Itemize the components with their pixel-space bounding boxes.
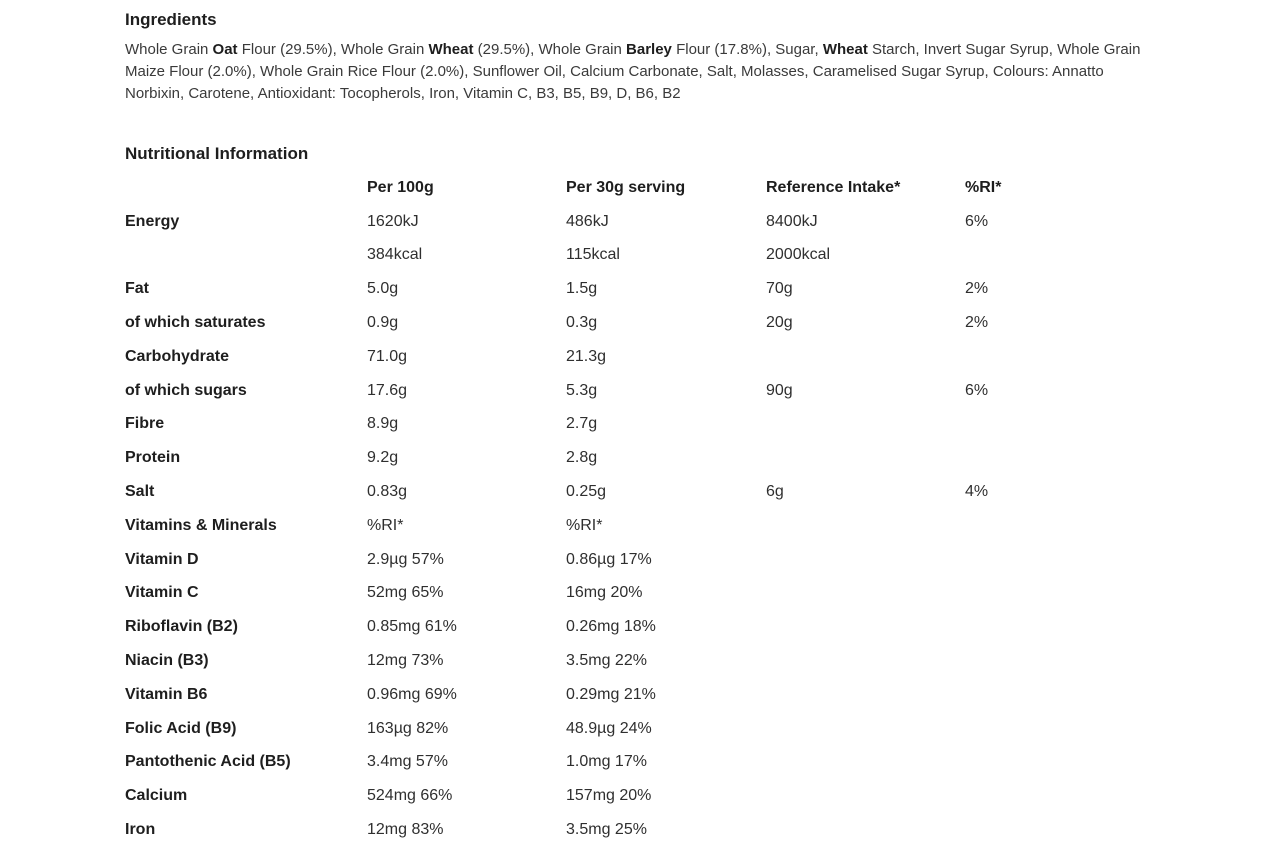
- nutrient-label: Niacin (B3): [125, 652, 209, 670]
- nutrition-table: [125, 171, 1065, 847]
- reference-intake-value: [766, 746, 965, 780]
- ri-percent-value: [965, 712, 1065, 746]
- per-serving-value: 0.86µg 17%: [566, 550, 652, 568]
- ri-percent-value: [965, 441, 1065, 475]
- reference-intake-value: [766, 509, 965, 543]
- ri-percent-value: 2%: [965, 314, 989, 332]
- column-header-per-serving: Per 30g serving: [566, 178, 686, 196]
- nutrient-label: Carbohydrate: [125, 347, 230, 365]
- nutrition-row: [125, 272, 1065, 306]
- ri-percent-value: 4%: [965, 483, 989, 501]
- per-100g-value: 524mg 66%: [367, 787, 453, 805]
- nutrition-row: [125, 712, 1065, 746]
- ri-percent-value: [965, 746, 1065, 780]
- ingredients-segment: Flour (29.5%), Whole Grain: [237, 41, 429, 58]
- per-100g-value: 5.0g: [367, 280, 399, 298]
- nutrition-row: [125, 306, 1065, 340]
- reference-intake-value: 2000kcal: [766, 246, 831, 264]
- nutrient-label: Vitamin C: [125, 584, 199, 602]
- nutrition-row: [125, 577, 1065, 611]
- reference-intake-value: [766, 644, 965, 678]
- nutrition-row: [125, 340, 1065, 374]
- per-serving-value: 2.7g: [566, 415, 598, 433]
- product-info-panel: [125, 10, 1225, 847]
- ri-percent-value: [965, 678, 1065, 712]
- reference-intake-value: 20g: [766, 314, 793, 332]
- reference-intake-value: [766, 543, 965, 577]
- reference-intake-value: 70g: [766, 280, 793, 298]
- per-100g-value: 0.96mg 69%: [367, 685, 457, 703]
- reference-intake-value: 90g: [766, 381, 793, 399]
- nutrient-label: Vitamins & Minerals: [125, 516, 277, 534]
- per-serving-value: 3.5mg 22%: [566, 652, 647, 670]
- ri-percent-value: 2%: [965, 280, 989, 298]
- nutrition-row: [125, 239, 1065, 273]
- nutrient-label: [125, 239, 367, 273]
- per-100g-value: 0.85mg 61%: [367, 618, 457, 636]
- allergen-word: Wheat: [822, 41, 868, 58]
- column-header-per-100g: Per 100g: [367, 178, 434, 196]
- per-serving-value: 1.5g: [566, 280, 598, 298]
- ri-percent-value: [965, 239, 1065, 273]
- per-serving-value: 0.25g: [566, 483, 607, 501]
- nutrient-label: Salt: [125, 483, 155, 501]
- per-100g-value: 12mg 73%: [367, 652, 444, 670]
- per-100g-value: 0.9g: [367, 314, 399, 332]
- ingredients-text: [125, 39, 1165, 105]
- nutrition-header-row: [125, 171, 1065, 205]
- nutrition-row: [125, 543, 1065, 577]
- ri-percent-value: [965, 408, 1065, 442]
- reference-intake-value: [766, 441, 965, 475]
- per-100g-value: 1620kJ: [367, 212, 419, 230]
- nutrition-row: [125, 644, 1065, 678]
- per-serving-value: 21.3g: [566, 347, 607, 365]
- nutrient-label: Fat: [125, 280, 149, 298]
- per-serving-value: 5.3g: [566, 381, 598, 399]
- per-serving-value: 2.8g: [566, 449, 598, 467]
- ingredients-segment: Whole Grain: [125, 41, 213, 58]
- per-serving-value: 0.29mg 21%: [566, 685, 656, 703]
- per-100g-value: 384kcal: [367, 246, 423, 264]
- per-100g-value: 71.0g: [367, 347, 408, 365]
- ri-percent-value: [965, 577, 1065, 611]
- per-100g-value: 12mg 83%: [367, 821, 444, 839]
- reference-intake-value: [766, 340, 965, 374]
- nutrient-label: Energy: [125, 212, 180, 230]
- ri-percent-value: [965, 813, 1065, 847]
- nutrition-row: [125, 509, 1065, 543]
- per-serving-value: 3.5mg 25%: [566, 821, 647, 839]
- nutrient-label: Riboflavin (B2): [125, 618, 238, 636]
- nutrition-row: [125, 441, 1065, 475]
- nutrient-label: Folic Acid (B9): [125, 719, 237, 737]
- nutrient-label: Calcium: [125, 787, 188, 805]
- per-serving-value: 48.9µg 24%: [566, 719, 652, 737]
- nutrient-label: of which sugars: [125, 381, 247, 399]
- per-100g-value: 9.2g: [367, 449, 399, 467]
- per-serving-value: 157mg 20%: [566, 787, 652, 805]
- allergen-word: Oat: [212, 41, 238, 58]
- reference-intake-value: [766, 678, 965, 712]
- nutrient-label: of which saturates: [125, 314, 266, 332]
- per-serving-value: 0.26mg 18%: [566, 618, 656, 636]
- ri-percent-value: 6%: [965, 212, 989, 230]
- nutrition-row: [125, 610, 1065, 644]
- per-100g-value: 0.83g: [367, 483, 408, 501]
- column-header-ri-percent: %RI*: [965, 178, 1002, 196]
- per-serving-value: %RI*: [566, 516, 603, 534]
- per-100g-value: %RI*: [367, 516, 404, 534]
- nutrition-heading: Nutritional Information: [125, 144, 309, 163]
- ri-percent-value: 6%: [965, 381, 989, 399]
- ri-percent-value: [965, 543, 1065, 577]
- ri-percent-value: [965, 779, 1065, 813]
- reference-intake-value: 6g: [766, 483, 784, 501]
- ingredients-segment: (29.5%), Whole Grain: [473, 41, 627, 58]
- reference-intake-value: [766, 577, 965, 611]
- reference-intake-value: [766, 813, 965, 847]
- nutrition-row: [125, 678, 1065, 712]
- reference-intake-value: 8400kJ: [766, 212, 818, 230]
- per-100g-value: 52mg 65%: [367, 584, 444, 602]
- per-100g-value: 163µg 82%: [367, 719, 449, 737]
- per-serving-value: 0.3g: [566, 314, 598, 332]
- per-serving-value: 1.0mg 17%: [566, 753, 647, 771]
- nutrition-row: [125, 746, 1065, 780]
- nutrient-label: Fibre: [125, 415, 165, 433]
- nutrient-label: Vitamin D: [125, 550, 199, 568]
- nutrition-row: [125, 408, 1065, 442]
- column-header-reference-intake: Reference Intake*: [766, 178, 901, 196]
- nutrient-label: Iron: [125, 821, 156, 839]
- ri-percent-value: [965, 340, 1065, 374]
- nutrient-label: Vitamin B6: [125, 685, 208, 703]
- nutrient-label: Pantothenic Acid (B5): [125, 753, 291, 771]
- ingredients-segment: Flour (17.8%), Sugar,: [671, 41, 823, 58]
- ingredients-segment: Starch, Invert Sugar Syrup, Whole Grain Maize Flour (2.0%), Whole Grain Rice Flour (2.0%), Sunflower Oil, Calcium Carbonate, Salt, Molasses, Caramelised Sugar Syrup, Colours: Annatto Norbixin, Carotene, Antioxidant: Tocopherols, Iron, Vitamin C, B3, B5, B9, D, B6, B2: [125, 41, 1141, 102]
- nutrition-row: [125, 475, 1065, 509]
- per-serving-value: 115kcal: [566, 246, 620, 264]
- reference-intake-value: [766, 408, 965, 442]
- reference-intake-value: [766, 712, 965, 746]
- per-100g-value: 8.9g: [367, 415, 399, 433]
- per-100g-value: 3.4mg 57%: [367, 753, 448, 771]
- ri-percent-value: [965, 610, 1065, 644]
- nutrition-row: [125, 813, 1065, 847]
- allergen-word: Barley: [626, 41, 672, 58]
- nutrition-row: [125, 205, 1065, 239]
- per-100g-value: 17.6g: [367, 381, 408, 399]
- nutrition-row: [125, 374, 1065, 408]
- nutrition-row: [125, 779, 1065, 813]
- nutrient-label: Protein: [125, 449, 181, 467]
- ri-percent-value: [965, 644, 1065, 678]
- ri-percent-value: [965, 509, 1065, 543]
- reference-intake-value: [766, 779, 965, 813]
- per-serving-value: 16mg 20%: [566, 584, 643, 602]
- reference-intake-value: [766, 610, 965, 644]
- allergen-word: Wheat: [428, 41, 474, 58]
- per-serving-value: 486kJ: [566, 212, 609, 230]
- ingredients-heading: Ingredients: [125, 10, 217, 29]
- per-100g-value: 2.9µg 57%: [367, 550, 444, 568]
- column-header-nutrient: [125, 171, 367, 205]
